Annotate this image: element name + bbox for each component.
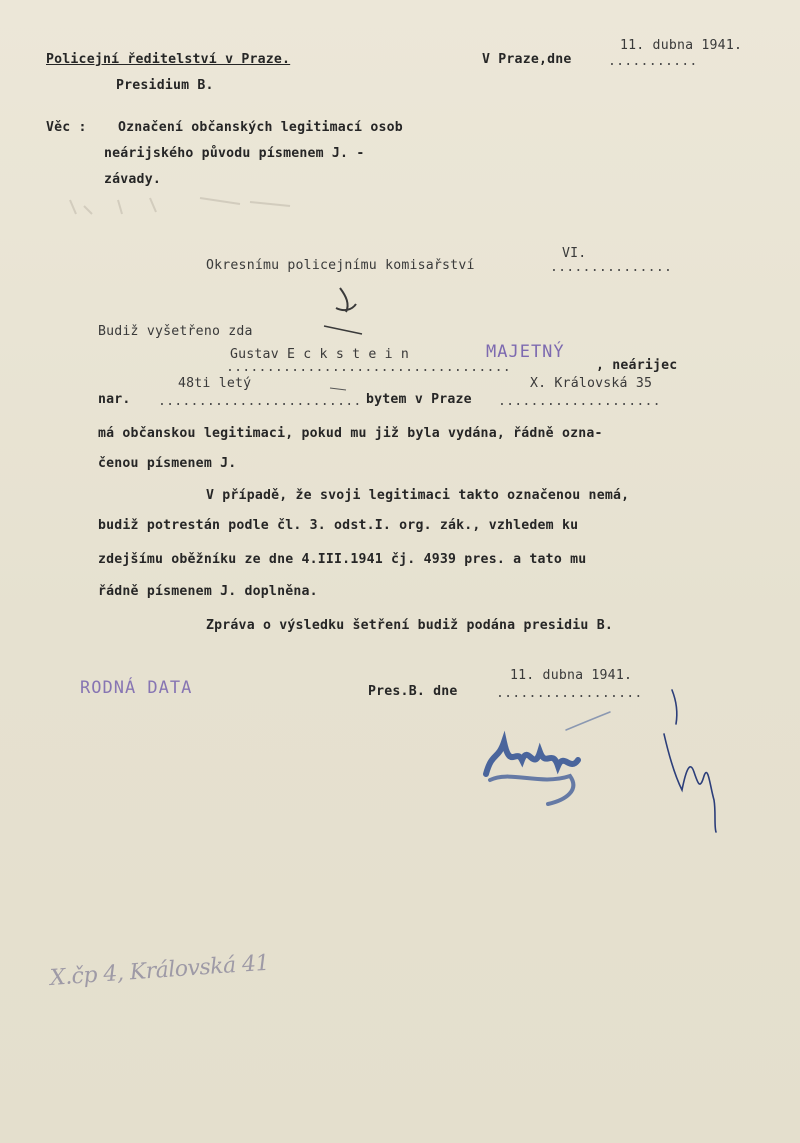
body-para1-line3: má občanskou legitimaci, pokud mu již byla vydána, řádně ozna- (98, 426, 603, 441)
born-label: nar. (98, 392, 131, 407)
born-dots: ......................... (158, 394, 362, 409)
faded-stamp-residue (70, 198, 290, 214)
residence-fill: X. Královská 35 (530, 376, 653, 391)
department-heading: Presidium B. (116, 78, 214, 93)
addressee-fill: VI. (562, 246, 587, 261)
name-dots: ................................... (226, 360, 511, 375)
subject-label: Věc : (46, 120, 87, 135)
place-date-label: V Praze,dne (482, 52, 572, 67)
subject-line-3: závady. (104, 172, 161, 187)
place-date-value: 11. dubna 1941. (620, 38, 743, 53)
office-heading: Policejní ředitelství v Praze. (46, 52, 291, 67)
addressee-text: Okresnímu policejnímu komisařství (206, 258, 475, 273)
rodna-data-stamp: RODNÁ DATA (80, 678, 193, 698)
place-date-dots: ........... (608, 54, 698, 69)
handwritten-address-note: X.čp 4, Královská 41 (49, 950, 270, 991)
footer-pres-dots: .................. (496, 686, 643, 701)
footer-pres-label: Pres.B. dne (368, 684, 458, 699)
body-para2-line3: zdejšímu oběžníku ze dne 4.III.1941 čj. 4939 pres. a tato mu (98, 552, 587, 567)
name-fill: Gustav E c k s t e i n (230, 347, 410, 362)
addressee-dots: ............... (550, 260, 673, 275)
subject-line-1: Označení občanských legitimací osob (118, 120, 403, 135)
pen-dash (330, 388, 346, 390)
blue-crayon-signature (486, 712, 610, 804)
residence-label: bytem v Praze (366, 392, 472, 407)
residence-dots: .................... (498, 394, 661, 409)
body-para2-line1: V případě, že svoji legitimaci takto označenou nemá, (206, 488, 630, 503)
name-suffix: , neárijec (596, 358, 678, 373)
footer-pres-date: 11. dubna 1941. (510, 668, 633, 683)
born-fill: 48ti letý (178, 376, 252, 391)
body-para1-line4: čenou písmenem J. (98, 456, 237, 471)
body-para2-line2: budiž potrestán podle čl. 3. odst.I. org. zák., vzhledem ku (98, 518, 579, 533)
ink-signature (664, 690, 716, 832)
subject-line-2: neárijského původu písmenem J. - (104, 146, 365, 161)
majetny-stamp: MAJETNÝ (486, 342, 565, 362)
body-para3: Zpráva o výsledku šetření budiž podána presidiu B. (206, 618, 613, 633)
body-opening: Budiž vyšetřeno zda (98, 324, 253, 339)
pen-check-mark (324, 288, 362, 334)
body-para2-line4: řádně písmenem J. doplněna. (98, 584, 318, 599)
